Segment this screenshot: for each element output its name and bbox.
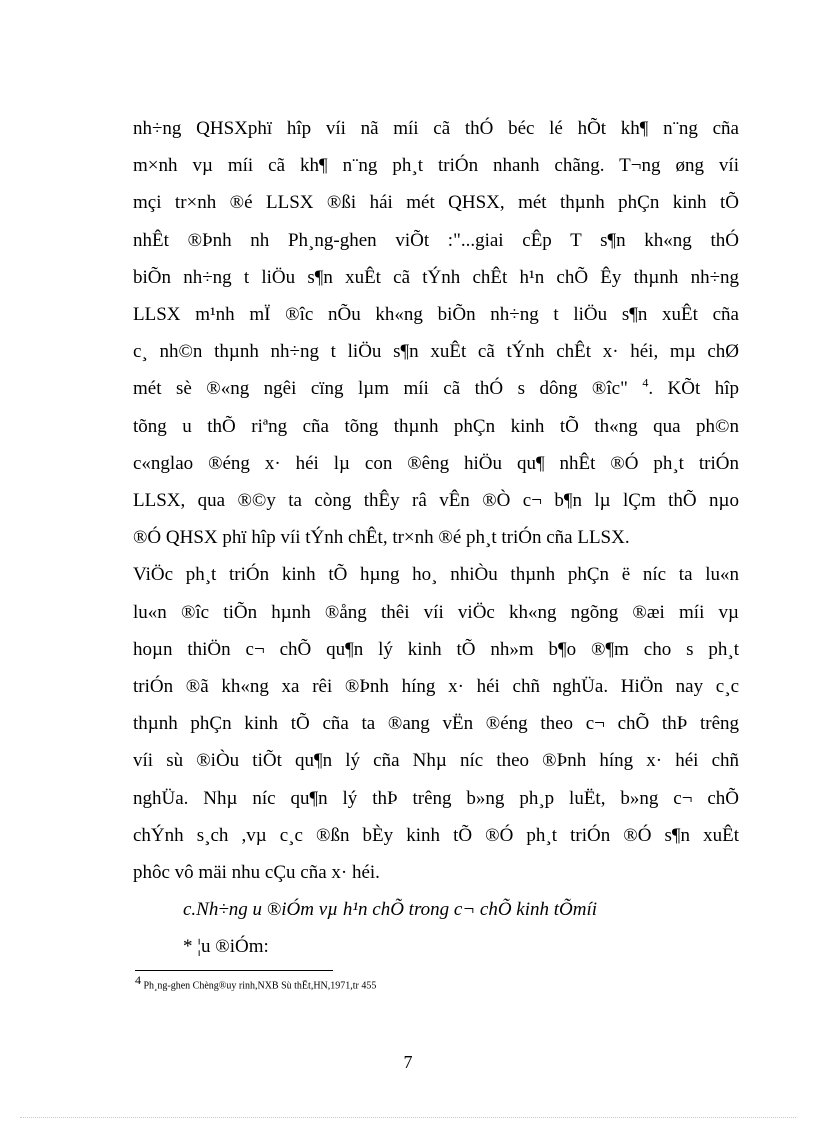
text-segment: mét sè ®«ng ngêi cïng lµm míi cã thÓ s dông ®îc" [133,378,628,400]
text-line-with-footnote [133,370,739,407]
text-line: víi sù ®iÒu tiÕt qu¶n lý cña Nhµ níc theo ®Þnh híng x· héi chñ [133,750,739,772]
text-line: mçi tr×nh ®é LLSX ®ßi hái mét QHSX, mét thµnh phÇn kinh tÕ [133,192,739,214]
text-line: chÝnh s¸ch ,vµ c¸c ®ßn bÈy kinh tÕ ®Ó ph¸t triÓn ®Ó s¶n xuÊt [133,824,739,846]
text-line: phôc vô mäi nhu cÇu cña x· héi. [133,862,380,884]
text-line: m×nh vµ míi cã kh¶ n¨ng ph¸t triÓn nhanh chãng. T¬ng øng víi [133,155,739,177]
text-line: lu«n ®îc tiÕn hµnh ®ång thêi víi viÖc kh«ng ngõng ®æi míi vµ [133,601,739,623]
text-line: LLSX, qua ®©y ta còng thÊy râ vÊn ®Ò c¬ b¶n lµ lÇm thÕ nµo [133,490,739,512]
text-line: tõng u thÕ riªng cña tõng thµnh phÇn kinh tÕ th«ng qua ph©n [133,415,739,437]
body-text [133,110,739,966]
footnote [135,973,377,992]
text-line: thµnh phÇn kinh tÕ cña ta ®ang vËn ®éng theo c¬ chÕ thÞ trêng [133,713,739,735]
text-line: nh÷ng QHSXphï hîp víi nã míi cã thÓ béc lé hÕt kh¶ n¨ng cña [133,118,739,139]
section-subheading: c.Nh÷ng u ®iÓm vµ h¹n chÕ trong c¬ chÕ kinh tÕmíi [183,899,598,921]
text-line: nghÜa. Nhµ níc qu¶n lý thÞ trêng b»ng ph¸p luËt, b»ng c¬ chÕ [133,787,739,809]
text-line: LLSX m¹nh mÏ ®îc nÕu kh«ng biÕn nh÷ng t liÖu s¶n xuÊt cña [133,304,739,326]
bullet-heading: * ¦u ®iÓm: [183,936,269,958]
text-line: c«nglao ®éng x· héi lµ con ®êng hiÖu qu¶ nhÊt ®Ó ph¸t triÓn [133,452,739,474]
text-line: hoµn thiÖn c¬ chÕ qu¶n lý kinh tÕ nh»m b¶o ®¶m cho s ph¸t [133,638,739,660]
footnote-marker: 4 [135,973,141,987]
footnote-separator [135,970,333,971]
text-line: biÕn nh÷ng t liÖu s¶n xuÊt cã tÝnh chÊt h¹n chÕ Êy thµnh nh÷ng [133,266,739,288]
page-bottom-border [20,1117,796,1118]
text-segment: . KÕt hîp [648,378,739,400]
paragraph-start-line: ViÖc ph¸t triÓn kinh tÕ hµng ho¸ nhiÒu thµnh phÇn ë níc ta lu«n [133,564,739,586]
text-line: ®Ó QHSX phï hîp víi tÝnh chÊt, tr×nh ®é ph¸t triÓn cña LLSX. [133,527,630,549]
footnote-text: Ph¸ng-ghen Chèng®uy rinh,NXB Sù thËt,HN,1971,tr 455 [141,980,377,992]
text-line: c¸ nh©n thµnh nh÷ng t liÖu s¶n xuÊt cã tÝnh chÊt x· héi, mµ chØ [133,341,739,363]
page-number: 7 [403,1052,413,1072]
footnote-reference: 4 [642,376,649,391]
text-line: triÓn ®ã kh«ng xa rêi ®Þnh híng x· héi chñ nghÜa. HiÖn nay c¸c [133,676,739,698]
text-line: nhÊt ®Þnh nh Ph¸ng-ghen viÕt :"...giai cÊp T s¶n kh«ng thÓ [133,229,739,251]
